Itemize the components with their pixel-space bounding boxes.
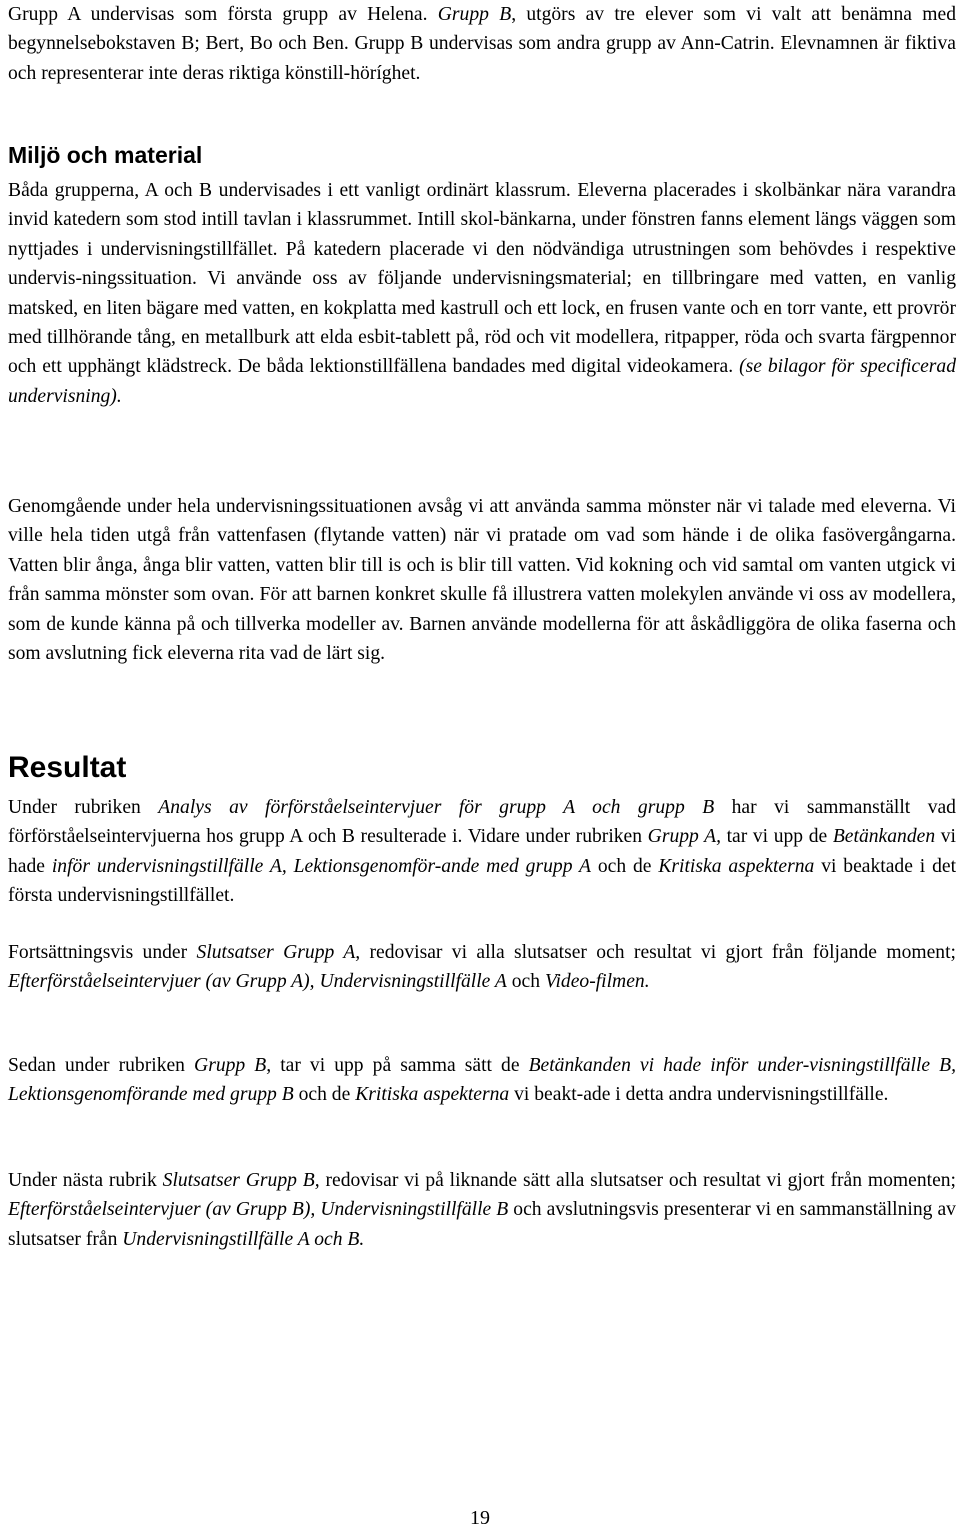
text-run: Under nästa rubrik bbox=[8, 1170, 163, 1191]
text-run: vi hade bbox=[8, 826, 956, 877]
resultat-paragraph-3 bbox=[8, 1051, 956, 1110]
italic-text-run: Grupp A, bbox=[647, 826, 721, 848]
text-run: Fortsättningsvis under bbox=[8, 942, 197, 963]
text-run: tar vi upp på samma sätt de bbox=[271, 1055, 529, 1076]
italic-text-run: Slutsatser Grupp B, bbox=[162, 1170, 320, 1191]
italic-text-run: Kritiska aspekterna bbox=[355, 1084, 510, 1106]
genomgaende-paragraph bbox=[8, 492, 956, 668]
section-heading-resultat: Resultat bbox=[8, 751, 127, 784]
text-run: och bbox=[506, 971, 545, 993]
text-run: Grupp A undervisas som första grupp av Helena. bbox=[8, 4, 438, 25]
text-run: vi beakt-ade i detta andra undervisningstillfälle. bbox=[509, 1084, 889, 1106]
text-run: har vi sammanställt vad förförståelseintervjuerna hos grupp A och B resulterade i. Vidare under rubriken bbox=[8, 797, 956, 848]
section-heading-miljo: Miljö och material bbox=[8, 142, 203, 168]
resultat-paragraph-2 bbox=[8, 938, 956, 997]
resultat-paragraph-4 bbox=[8, 1166, 956, 1254]
italic-text-run: Grupp B, bbox=[194, 1055, 272, 1076]
italic-text-run: Video-filmen. bbox=[544, 971, 650, 993]
italic-text-run: (se bilagor för specificerad undervisning). bbox=[8, 356, 956, 407]
text-run: vi beaktade i det första undervisningstillfället. bbox=[8, 855, 957, 907]
italic-text-run: Kritiska aspekterna bbox=[658, 855, 815, 877]
text-run: redovisar vi alla slutsatser och resultat vi gjort från följande moment; bbox=[360, 942, 956, 963]
italic-text-run: Grupp B bbox=[437, 4, 512, 25]
italic-text-run: inför undervisningstillfälle A, Lektionsgenomför-ande med grupp A bbox=[51, 855, 591, 877]
text-run: Båda grupperna, A och B undervisades i ett vanligt ordinärt klassrum. Eleverna placerades i skolbänkar nära varandra invid katedern som stod intill tavlan i klassrummet. Intill skol-bänkarna, under fönstren fanns element längs väggen som nyttjades i undervisningstillfället. På katedern placerade vi den nödvändiga utrustningen som behövdes i respektive undervis-ningssituation. Vi använde oss av följande undervisningsmaterial; en tillbringare med vatten, en vanlig matsked, en liten bägare med vatten, en kokplatta med kastrull och ett lock, en frusen vante och en torr vante, ett provrör med tillhörande tång, en metallburk att elda esbit-tablett på, röd och vit modellera, ritpapper, röda och svarta färgpennor och ett upphängt klädstreck. De båda lektionstillfällena bandades med digital videokamera. bbox=[8, 180, 956, 378]
intro-paragraph bbox=[8, 0, 956, 88]
text-run: redovisar vi på liknande sätt alla slutsatser och resultat vi gjort från momenten; bbox=[319, 1170, 957, 1191]
italic-text-run: Undervisningstillfälle A och B. bbox=[122, 1228, 365, 1250]
miljo-paragraph bbox=[8, 176, 956, 411]
text-run: Under rubriken bbox=[8, 797, 159, 818]
text-run: tar vi upp de bbox=[720, 826, 833, 848]
italic-text-run: Betänkanden vi hade inför under-visningstillfälle B, Lektionsgenomförande med grupp B bbox=[8, 1055, 957, 1106]
text-run: , utgörs av tre elever som vi valt att benämna med begynnelsebokstaven B; Bert, Bo och Ben. Grupp B undervisas som andra grupp av Ann-Catrin. Elevnamnen är fiktiva och representerar inte deras riktiga könstill-höríghet. bbox=[8, 4, 956, 84]
text-run: och de bbox=[293, 1084, 356, 1106]
italic-text-run: Efterförståelseintervjuer (av Grupp B), Undervisningstillfälle B bbox=[8, 1199, 509, 1221]
italic-text-run: Betänkanden bbox=[832, 826, 936, 848]
text-run: och de bbox=[590, 855, 659, 877]
text-run: Genomgående under hela undervisningssituationen avsåg vi att använda samma mönster när vi talade med eleverna. Vi ville hela tiden utgå från vattenfasen (flytande vatten) när vi pratade om vad som hände i de olika fasövergångarna. Vatten blir ånga, ånga blir vatten, vatten blir till is och is blir till vatten. Vid kokning och vid samtal om vanten utgick vi från samma mönster som ovan. För att barnen konkret skulle få illustrera vatten molekylen använde vi oss av modellera, som de kunde känna på och tillverka modeller av. Barnen använde modellerna för att åskådliggöra de olika faserna och som avslutning fick eleverna rita vad de lärt sig. bbox=[8, 496, 956, 665]
page-number: 19 bbox=[470, 1507, 490, 1529]
text-run: Sedan under rubriken bbox=[8, 1055, 195, 1076]
text-run: och avslutningsvis presenterar vi en sammanställning av slutsatser från bbox=[8, 1199, 956, 1250]
italic-text-run: Analys av förförståelseintervjuer för grupp A och grupp B bbox=[158, 797, 715, 818]
italic-text-run: Efterförståelseintervjuer (av Grupp A), Undervisningstillfälle A bbox=[8, 971, 507, 993]
resultat-paragraph-1 bbox=[8, 793, 956, 911]
italic-text-run: Slutsatser Grupp A, bbox=[196, 942, 361, 963]
